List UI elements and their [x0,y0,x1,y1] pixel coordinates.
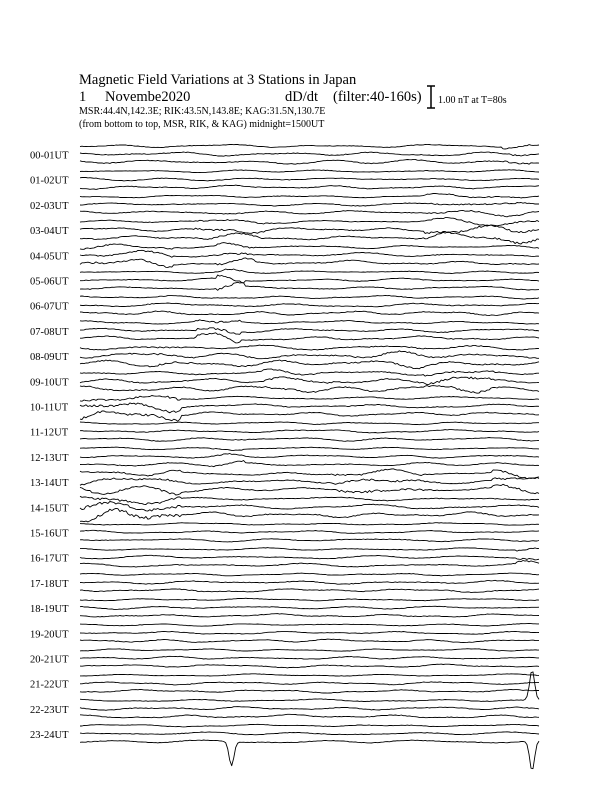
hour-labels [30,151,69,742]
trace-msr-05-06ut [80,282,539,290]
hour-label: 06-07UT [30,301,69,313]
trace-rik-07-08ut [80,328,539,335]
quantity-label: dD/dt [285,89,319,105]
trace-order-note: (from bottom to top, MSR, RIK, & KAG) midnight=1500UT [79,119,325,130]
trace-kag-21-22ut [80,674,539,676]
trace-kag-04-05ut [80,243,539,250]
trace-rik-05-06ut [80,275,539,283]
hour-label: 01-02UT [30,175,69,187]
trace-rik-03-04ut [80,225,539,233]
trace-rik-13-14ut [80,478,539,486]
trace-msr-02-03ut [80,210,539,216]
hour-label: 23-24UT [30,730,69,742]
trace-msr-23-24ut [80,740,539,769]
trace-rik-20-21ut [80,656,539,659]
trace-kag-15-16ut [80,523,539,526]
trace-kag-08-09ut [80,345,539,350]
trace-msr-16-17ut [80,561,539,568]
hour-label: 02-03UT [30,200,69,212]
trace-rik-18-19ut [80,606,539,609]
hour-label: 10-11UT [30,402,69,414]
trace-msr-22-23ut [80,714,539,718]
trace-msr-17-18ut [80,589,539,593]
trace-rik-23-24ut [80,732,539,735]
chart-title: Magnetic Field Variations at 3 Stations in Japan [79,72,357,88]
trace-kag-05-06ut [80,269,539,274]
trace-rik-06-07ut [80,303,539,307]
trace-kag-00-01ut [80,144,539,149]
hour-label: 16-17UT [30,553,69,565]
trace-rik-00-01ut [80,152,539,156]
trace-msr-18-19ut [80,614,539,617]
trace-msr-00-01ut [80,159,539,164]
hour-label: 21-22UT [30,679,69,691]
trace-rik-17-18ut [80,580,539,584]
filter-label: (filter:40-160s) [333,89,422,105]
trace-rik-12-13ut [80,454,539,459]
trace-msr-06-07ut [80,311,539,316]
trace-rik-10-11ut [80,403,539,413]
trace-msr-03-04ut [80,232,539,244]
trace-kag-23-24ut [80,724,539,727]
trace-kag-12-13ut [80,447,539,450]
hour-label: 12-13UT [30,452,69,464]
trace-kag-02-03ut [80,194,539,199]
hour-label: 20-21UT [30,654,69,666]
trace-msr-21-22ut [80,689,539,693]
trace-msr-01-02ut [80,185,539,189]
trace-kag-03-04ut [80,218,539,226]
trace-rik-04-05ut [80,250,539,257]
hour-label: 11-12UT [30,427,69,439]
trace-msr-12-13ut [80,461,539,467]
trace-kag-18-19ut [80,598,539,601]
hour-label: 22-23UT [30,704,69,716]
trace-msr-15-16ut [80,539,539,542]
hour-label: 07-08UT [30,326,69,338]
hour-label: 00-01UT [30,150,69,162]
date-month-year: Novembe2020 [105,89,191,105]
trace-kag-20-21ut [80,649,539,652]
trace-rik-08-09ut [80,351,539,359]
hour-label: 04-05UT [30,251,69,263]
trace-rik-11-12ut [80,430,539,433]
trace-msr-04-05ut [80,258,539,268]
trace-kag-16-17ut [80,548,539,552]
trace-msr-19-20ut [80,639,539,643]
hour-label: 15-16UT [30,528,69,540]
hour-label: 09-10UT [30,377,69,389]
trace-msr-09-10ut [80,386,539,394]
trace-kag-11-12ut [80,422,539,425]
trace-kag-06-07ut [80,295,539,299]
trace-kag-17-18ut [80,573,539,576]
trace-rik-19-20ut [80,631,539,634]
trace-msr-08-09ut [80,360,539,369]
trace-msr-20-21ut [80,664,539,668]
trace-kag-10-11ut [80,396,539,402]
hour-label: 03-04UT [30,226,69,238]
trace-group [80,144,539,768]
trace-rik-02-03ut [80,203,539,207]
hour-label: 08-09UT [30,352,69,364]
trace-msr-10-11ut [80,411,539,421]
trace-kag-13-14ut [80,469,539,479]
scale-bar [427,86,435,108]
trace-rik-16-17ut [80,555,539,560]
hour-label: 05-06UT [30,276,69,288]
trace-rik-01-02ut [80,178,539,181]
hour-label: 19-20UT [30,629,69,641]
trace-rik-22-23ut [80,707,539,711]
trace-msr-11-12ut [80,438,539,442]
trace-kag-22-23ut [80,672,539,702]
date-day: 1 [79,89,87,105]
trace-kag-07-08ut [80,320,539,324]
trace-kag-19-20ut [80,624,539,627]
hour-label: 18-19UT [30,604,69,616]
scale-bar-label: 1.00 nT at T=80s [438,95,507,106]
trace-msr-13-14ut [80,484,539,495]
trace-rik-21-22ut [80,682,539,685]
hour-label: 14-15UT [30,503,69,515]
trace-rik-09-10ut [80,377,539,385]
trace-msr-07-08ut [80,333,539,343]
trace-kag-01-02ut [80,170,539,173]
trace-kag-09-10ut [80,369,539,376]
station-coordinates: MSR:44.4N,142.3E; RIK:43.5N,143.8E; KAG:31.5N,130.7E [79,106,326,117]
trace-kag-14-15ut [80,496,539,504]
hour-label: 17-18UT [30,578,69,590]
trace-rik-15-16ut [80,530,539,533]
hour-label: 13-14UT [30,478,69,490]
